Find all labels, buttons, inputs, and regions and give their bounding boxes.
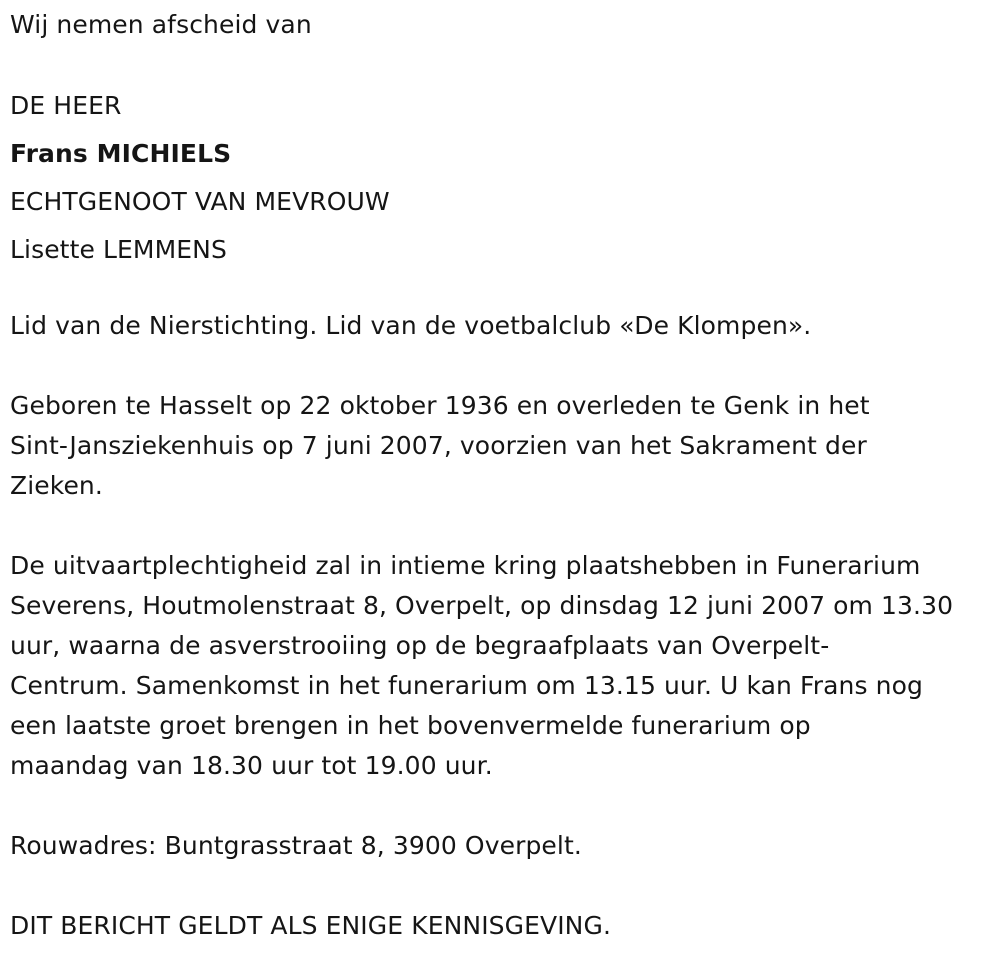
paragraph-line: uur, waarna de asverstrooiing op de begraafplaats van Overpelt- bbox=[10, 631, 830, 660]
intro-line: Wij nemen afscheid van bbox=[10, 10, 312, 39]
paragraph-line: De uitvaartplechtigheid zal in intieme kring plaatshebben in Funerarium bbox=[10, 551, 921, 580]
ceremony-paragraph bbox=[10, 546, 995, 786]
spacer bbox=[10, 786, 995, 826]
deceased-name: Frans MICHIELS bbox=[10, 139, 232, 168]
notice-line: DIT BERICHT GELDT ALS ENIGE KENNISGEVING. bbox=[10, 911, 611, 940]
title-line: DE HEER bbox=[10, 91, 122, 120]
memberships-paragraph: Lid van de Nierstichting. Lid van de voetbalclub «De Klompen». bbox=[10, 311, 812, 340]
spouse-label: ECHTGENOOT VAN MEVROUW bbox=[10, 187, 390, 216]
paragraph-line: een laatste groet brengen in het bovenvermelde funerarium op bbox=[10, 711, 811, 740]
paragraph-line: Sint-Jansziekenhuis op 7 juni 2007, voorzien van het Sakrament der bbox=[10, 431, 867, 460]
paragraph-line: Severens, Houtmolenstraat 8, Overpelt, op dinsdag 12 juni 2007 om 13.30 bbox=[10, 591, 954, 620]
paragraph-line: Geboren te Hasselt op 22 oktober 1936 en overleden te Genk in het bbox=[10, 391, 870, 420]
spouse-name: Lisette LEMMENS bbox=[10, 235, 227, 264]
birth-death-paragraph bbox=[10, 386, 995, 506]
address-line: Rouwadres: Buntgrasstraat 8, 3900 Overpelt. bbox=[10, 831, 582, 860]
paragraph-line: maandag van 18.30 uur tot 19.00 uur. bbox=[10, 751, 493, 780]
paragraph-line: Zieken. bbox=[10, 471, 103, 500]
obituary-document bbox=[10, 0, 995, 946]
spacer bbox=[10, 866, 995, 906]
paragraph-line: Centrum. Samenkomst in het funerarium om 13.15 uur. U kan Frans nog bbox=[10, 671, 923, 700]
spacer bbox=[10, 50, 995, 82]
spacer bbox=[10, 506, 995, 546]
spacer bbox=[10, 274, 995, 306]
spacer bbox=[10, 346, 995, 386]
